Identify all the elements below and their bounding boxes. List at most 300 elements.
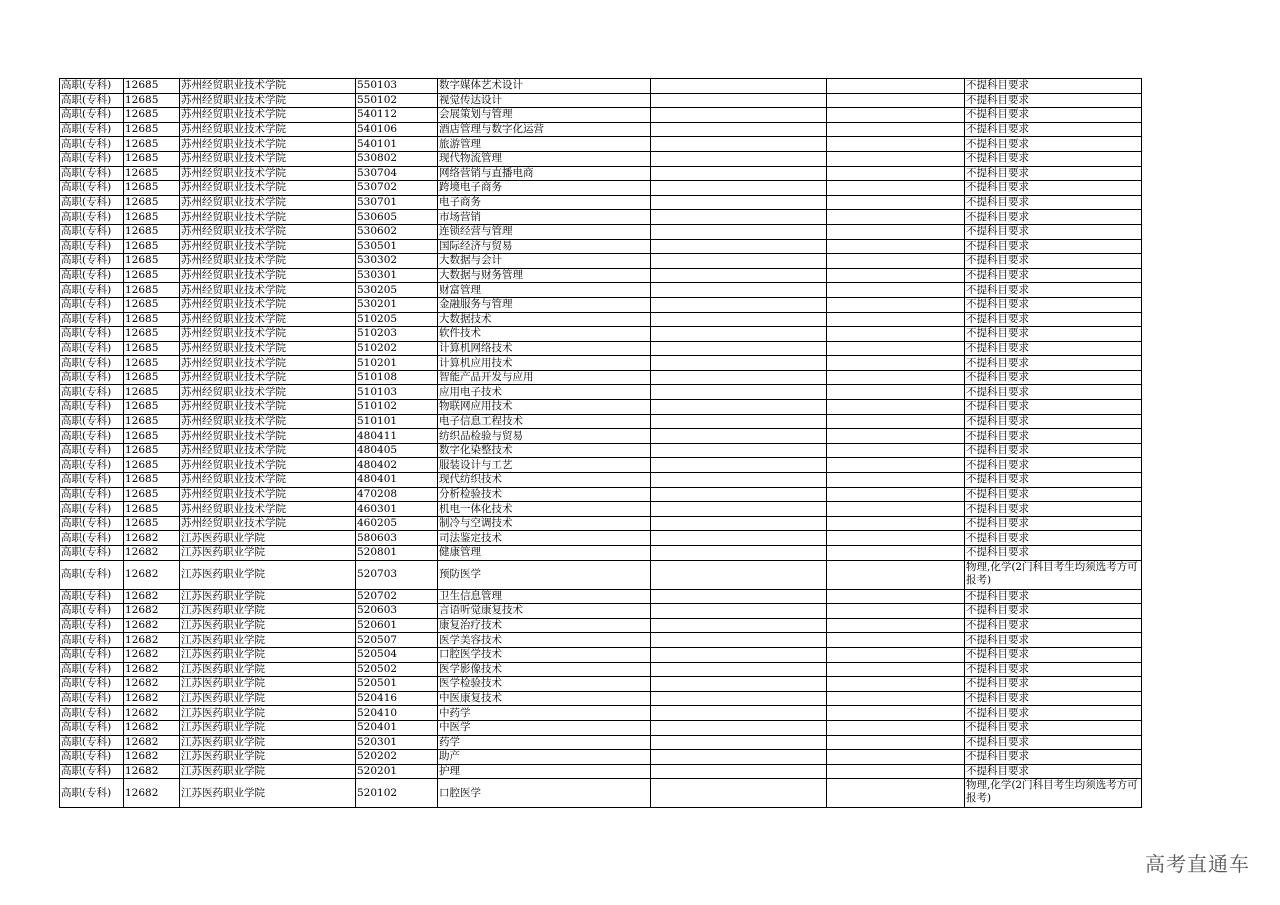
cell-blank-1 — [651, 239, 827, 254]
cell-major-name: 市场营销 — [438, 210, 651, 225]
cell-subject-requirement: 不提科目要求 — [965, 283, 1142, 298]
table-row — [60, 677, 1142, 692]
cell-major-name: 连锁经营与管理 — [438, 224, 651, 239]
table-row — [60, 604, 1142, 619]
cell-blank-1 — [651, 254, 827, 269]
admission-requirements-table — [59, 78, 1142, 808]
cell-major-code: 510202 — [356, 341, 438, 356]
cell-subject-requirement: 不提科目要求 — [965, 633, 1142, 648]
cell-level: 高职(专科) — [60, 604, 124, 619]
cell-subject-requirement: 不提科目要求 — [965, 750, 1142, 765]
table-row — [60, 662, 1142, 677]
table-row — [60, 385, 1142, 400]
cell-subject-requirement: 不提科目要求 — [965, 239, 1142, 254]
table-row — [60, 181, 1142, 196]
cell-blank-2 — [827, 239, 965, 254]
cell-major-name: 电子商务 — [438, 195, 651, 210]
cell-blank-2 — [827, 137, 965, 152]
cell-school-name: 江苏医药职业学院 — [180, 633, 356, 648]
cell-school-name: 苏州经贸职业技术学院 — [180, 400, 356, 415]
cell-school-code: 12685 — [124, 254, 180, 269]
cell-school-name: 苏州经贸职业技术学院 — [180, 254, 356, 269]
cell-major-code: 520410 — [356, 706, 438, 721]
table-row — [60, 647, 1142, 662]
cell-level: 高职(专科) — [60, 195, 124, 210]
cell-school-code: 12685 — [124, 356, 180, 371]
cell-major-name: 视觉传达设计 — [438, 93, 651, 108]
cell-school-name: 苏州经贸职业技术学院 — [180, 414, 356, 429]
table-row — [60, 370, 1142, 385]
cell-major-code: 520601 — [356, 618, 438, 633]
table-row — [60, 400, 1142, 415]
cell-level: 高职(专科) — [60, 370, 124, 385]
cell-school-code: 12682 — [124, 677, 180, 692]
cell-school-code: 12685 — [124, 341, 180, 356]
cell-blank-1 — [651, 137, 827, 152]
cell-subject-requirement: 不提科目要求 — [965, 458, 1142, 473]
cell-major-code: 510205 — [356, 312, 438, 327]
cell-major-code: 530702 — [356, 181, 438, 196]
cell-major-name: 中医学 — [438, 720, 651, 735]
cell-school-name: 江苏医药职业学院 — [180, 691, 356, 706]
cell-school-code: 12682 — [124, 662, 180, 677]
cell-level: 高职(专科) — [60, 137, 124, 152]
table-row — [60, 122, 1142, 137]
cell-subject-requirement: 不提科目要求 — [965, 385, 1142, 400]
cell-school-code: 12685 — [124, 166, 180, 181]
cell-subject-requirement: 不提科目要求 — [965, 662, 1142, 677]
table-row — [60, 327, 1142, 342]
cell-level: 高职(专科) — [60, 662, 124, 677]
cell-school-name: 苏州经贸职业技术学院 — [180, 137, 356, 152]
cell-subject-requirement: 物理,化学(2门科目考生均须选考方可报考) — [965, 779, 1142, 808]
cell-major-name: 跨境电子商务 — [438, 181, 651, 196]
cell-subject-requirement: 不提科目要求 — [965, 502, 1142, 517]
cell-blank-2 — [827, 662, 965, 677]
cell-school-name: 江苏医药职业学院 — [180, 531, 356, 546]
cell-subject-requirement: 不提科目要求 — [965, 166, 1142, 181]
cell-subject-requirement: 不提科目要求 — [965, 618, 1142, 633]
cell-school-code: 12685 — [124, 268, 180, 283]
cell-school-code: 12682 — [124, 779, 180, 808]
cell-school-code: 12685 — [124, 414, 180, 429]
cell-blank-1 — [651, 224, 827, 239]
cell-blank-2 — [827, 195, 965, 210]
cell-major-name: 纺织品检验与贸易 — [438, 429, 651, 444]
cell-school-code: 12685 — [124, 151, 180, 166]
cell-school-name: 江苏医药职业学院 — [180, 618, 356, 633]
cell-blank-2 — [827, 166, 965, 181]
cell-major-code: 510101 — [356, 414, 438, 429]
cell-major-name: 大数据与会计 — [438, 254, 651, 269]
cell-blank-1 — [651, 662, 827, 677]
table-row — [60, 458, 1142, 473]
cell-school-name: 苏州经贸职业技术学院 — [180, 429, 356, 444]
cell-school-code: 12682 — [124, 706, 180, 721]
table-row — [60, 589, 1142, 604]
cell-blank-1 — [651, 516, 827, 531]
cell-level: 高职(专科) — [60, 750, 124, 765]
cell-blank-2 — [827, 283, 965, 298]
cell-major-name: 计算机网络技术 — [438, 341, 651, 356]
cell-school-code: 12685 — [124, 210, 180, 225]
cell-major-name: 软件技术 — [438, 327, 651, 342]
cell-school-code: 12682 — [124, 735, 180, 750]
cell-school-code: 12682 — [124, 647, 180, 662]
cell-major-name: 药学 — [438, 735, 651, 750]
table-row — [60, 166, 1142, 181]
cell-level: 高职(专科) — [60, 93, 124, 108]
cell-level: 高职(专科) — [60, 487, 124, 502]
cell-major-code: 520703 — [356, 560, 438, 589]
cell-blank-2 — [827, 341, 965, 356]
cell-subject-requirement: 不提科目要求 — [965, 151, 1142, 166]
cell-major-name: 口腔医学 — [438, 779, 651, 808]
cell-blank-1 — [651, 677, 827, 692]
cell-blank-2 — [827, 720, 965, 735]
cell-subject-requirement: 不提科目要求 — [965, 764, 1142, 779]
cell-subject-requirement: 不提科目要求 — [965, 516, 1142, 531]
cell-blank-1 — [651, 750, 827, 765]
cell-school-code: 12682 — [124, 691, 180, 706]
cell-major-code: 510203 — [356, 327, 438, 342]
cell-major-code: 520301 — [356, 735, 438, 750]
cell-blank-1 — [651, 400, 827, 415]
cell-school-code: 12685 — [124, 370, 180, 385]
cell-blank-1 — [651, 181, 827, 196]
cell-school-code: 12682 — [124, 720, 180, 735]
cell-major-name: 酒店管理与数字化运营 — [438, 122, 651, 137]
cell-blank-2 — [827, 327, 965, 342]
cell-major-name: 健康管理 — [438, 546, 651, 561]
cell-blank-2 — [827, 706, 965, 721]
cell-major-name: 助产 — [438, 750, 651, 765]
cell-level: 高职(专科) — [60, 677, 124, 692]
cell-level: 高职(专科) — [60, 560, 124, 589]
table-row — [60, 516, 1142, 531]
cell-blank-2 — [827, 677, 965, 692]
cell-level: 高职(专科) — [60, 618, 124, 633]
cell-subject-requirement: 不提科目要求 — [965, 647, 1142, 662]
cell-blank-2 — [827, 297, 965, 312]
cell-school-name: 苏州经贸职业技术学院 — [180, 210, 356, 225]
cell-school-name: 苏州经贸职业技术学院 — [180, 516, 356, 531]
cell-blank-1 — [651, 327, 827, 342]
cell-major-code: 530701 — [356, 195, 438, 210]
cell-subject-requirement: 不提科目要求 — [965, 108, 1142, 123]
cell-major-name: 预防医学 — [438, 560, 651, 589]
cell-school-code: 12685 — [124, 181, 180, 196]
cell-school-name: 江苏医药职业学院 — [180, 779, 356, 808]
cell-major-code: 480401 — [356, 473, 438, 488]
cell-subject-requirement: 不提科目要求 — [965, 531, 1142, 546]
cell-blank-2 — [827, 647, 965, 662]
cell-major-code: 530602 — [356, 224, 438, 239]
cell-school-name: 苏州经贸职业技术学院 — [180, 341, 356, 356]
cell-subject-requirement: 不提科目要求 — [965, 312, 1142, 327]
table-row — [60, 341, 1142, 356]
cell-school-code: 12685 — [124, 108, 180, 123]
cell-level: 高职(专科) — [60, 122, 124, 137]
cell-subject-requirement: 不提科目要求 — [965, 254, 1142, 269]
table-row — [60, 356, 1142, 371]
cell-school-name: 苏州经贸职业技术学院 — [180, 487, 356, 502]
cell-school-name: 苏州经贸职业技术学院 — [180, 151, 356, 166]
cell-blank-1 — [651, 473, 827, 488]
cell-level: 高职(专科) — [60, 327, 124, 342]
cell-major-code: 540106 — [356, 122, 438, 137]
cell-major-code: 460205 — [356, 516, 438, 531]
cell-blank-2 — [827, 93, 965, 108]
cell-school-code: 12685 — [124, 122, 180, 137]
cell-subject-requirement: 不提科目要求 — [965, 706, 1142, 721]
table-row — [60, 283, 1142, 298]
cell-school-name: 江苏医药职业学院 — [180, 677, 356, 692]
cell-blank-2 — [827, 487, 965, 502]
cell-subject-requirement: 不提科目要求 — [965, 487, 1142, 502]
cell-major-code: 540101 — [356, 137, 438, 152]
table-row — [60, 735, 1142, 750]
cell-school-name: 苏州经贸职业技术学院 — [180, 312, 356, 327]
cell-blank-1 — [651, 429, 827, 444]
cell-level: 高职(专科) — [60, 589, 124, 604]
cell-major-name: 医学影像技术 — [438, 662, 651, 677]
cell-school-code: 12682 — [124, 764, 180, 779]
cell-school-name: 江苏医药职业学院 — [180, 560, 356, 589]
cell-blank-1 — [651, 720, 827, 735]
cell-blank-1 — [651, 268, 827, 283]
cell-level: 高职(专科) — [60, 210, 124, 225]
table-row — [60, 691, 1142, 706]
cell-subject-requirement: 不提科目要求 — [965, 79, 1142, 94]
cell-level: 高职(专科) — [60, 764, 124, 779]
cell-school-code: 12685 — [124, 502, 180, 517]
cell-subject-requirement: 不提科目要求 — [965, 268, 1142, 283]
table-row — [60, 151, 1142, 166]
cell-level: 高职(专科) — [60, 633, 124, 648]
cell-major-name: 司法鉴定技术 — [438, 531, 651, 546]
cell-subject-requirement: 不提科目要求 — [965, 370, 1142, 385]
cell-level: 高职(专科) — [60, 779, 124, 808]
cell-school-name: 江苏医药职业学院 — [180, 720, 356, 735]
cell-school-code: 12682 — [124, 618, 180, 633]
cell-blank-1 — [651, 283, 827, 298]
cell-blank-2 — [827, 691, 965, 706]
cell-school-name: 苏州经贸职业技术学院 — [180, 166, 356, 181]
cell-major-code: 530605 — [356, 210, 438, 225]
cell-major-code: 530205 — [356, 283, 438, 298]
cell-school-name: 苏州经贸职业技术学院 — [180, 181, 356, 196]
cell-school-code: 12685 — [124, 487, 180, 502]
cell-school-code: 12685 — [124, 458, 180, 473]
table-row — [60, 108, 1142, 123]
cell-blank-1 — [651, 458, 827, 473]
cell-school-code: 12682 — [124, 750, 180, 765]
cell-blank-1 — [651, 151, 827, 166]
cell-subject-requirement: 不提科目要求 — [965, 327, 1142, 342]
cell-subject-requirement: 不提科目要求 — [965, 473, 1142, 488]
cell-major-name: 物联网应用技术 — [438, 400, 651, 415]
cell-major-name: 分析检验技术 — [438, 487, 651, 502]
cell-level: 高职(专科) — [60, 151, 124, 166]
cell-blank-1 — [651, 604, 827, 619]
cell-level: 高职(专科) — [60, 443, 124, 458]
table-row — [60, 720, 1142, 735]
cell-major-code: 550102 — [356, 93, 438, 108]
cell-major-code: 520801 — [356, 546, 438, 561]
cell-major-name: 机电一体化技术 — [438, 502, 651, 517]
cell-school-code: 12682 — [124, 531, 180, 546]
cell-subject-requirement: 不提科目要求 — [965, 356, 1142, 371]
cell-school-name: 江苏医药职业学院 — [180, 764, 356, 779]
cell-major-name: 现代纺织技术 — [438, 473, 651, 488]
cell-major-code: 520102 — [356, 779, 438, 808]
cell-major-name: 护理 — [438, 764, 651, 779]
cell-level: 高职(专科) — [60, 181, 124, 196]
cell-school-name: 苏州经贸职业技术学院 — [180, 224, 356, 239]
cell-blank-2 — [827, 618, 965, 633]
cell-level: 高职(专科) — [60, 414, 124, 429]
cell-major-name: 电子信息工程技术 — [438, 414, 651, 429]
cell-blank-2 — [827, 516, 965, 531]
cell-blank-1 — [651, 356, 827, 371]
cell-blank-1 — [651, 122, 827, 137]
table-row — [60, 502, 1142, 517]
table-row — [60, 443, 1142, 458]
cell-subject-requirement: 不提科目要求 — [965, 122, 1142, 137]
cell-major-code: 460301 — [356, 502, 438, 517]
cell-subject-requirement: 不提科目要求 — [965, 589, 1142, 604]
cell-major-name: 言语听觉康复技术 — [438, 604, 651, 619]
cell-blank-1 — [651, 443, 827, 458]
cell-subject-requirement: 不提科目要求 — [965, 414, 1142, 429]
cell-school-name: 江苏医药职业学院 — [180, 546, 356, 561]
cell-school-code: 12685 — [124, 443, 180, 458]
cell-level: 高职(专科) — [60, 341, 124, 356]
cell-level: 高职(专科) — [60, 268, 124, 283]
cell-blank-1 — [651, 589, 827, 604]
cell-blank-1 — [651, 370, 827, 385]
cell-level: 高职(专科) — [60, 108, 124, 123]
cell-blank-2 — [827, 414, 965, 429]
table-row — [60, 312, 1142, 327]
cell-school-name: 苏州经贸职业技术学院 — [180, 195, 356, 210]
cell-blank-2 — [827, 385, 965, 400]
cell-school-code: 12682 — [124, 604, 180, 619]
cell-school-name: 苏州经贸职业技术学院 — [180, 93, 356, 108]
cell-blank-1 — [651, 633, 827, 648]
cell-blank-2 — [827, 560, 965, 589]
cell-blank-1 — [651, 531, 827, 546]
cell-blank-1 — [651, 779, 827, 808]
cell-major-name: 计算机应用技术 — [438, 356, 651, 371]
cell-level: 高职(专科) — [60, 473, 124, 488]
cell-major-code: 520702 — [356, 589, 438, 604]
cell-blank-1 — [651, 691, 827, 706]
cell-school-name: 苏州经贸职业技术学院 — [180, 268, 356, 283]
cell-subject-requirement: 不提科目要求 — [965, 604, 1142, 619]
cell-major-code: 520501 — [356, 677, 438, 692]
cell-blank-2 — [827, 268, 965, 283]
cell-level: 高职(专科) — [60, 356, 124, 371]
table-row — [60, 239, 1142, 254]
cell-major-name: 会展策划与管理 — [438, 108, 651, 123]
cell-level: 高职(专科) — [60, 735, 124, 750]
cell-blank-2 — [827, 312, 965, 327]
cell-school-code: 12682 — [124, 560, 180, 589]
cell-major-code: 580603 — [356, 531, 438, 546]
cell-major-code: 510102 — [356, 400, 438, 415]
cell-major-code: 550103 — [356, 79, 438, 94]
cell-school-code: 12685 — [124, 327, 180, 342]
cell-major-name: 智能产品开发与应用 — [438, 370, 651, 385]
cell-blank-1 — [651, 210, 827, 225]
cell-major-code: 530501 — [356, 239, 438, 254]
cell-school-code: 12685 — [124, 195, 180, 210]
cell-blank-2 — [827, 604, 965, 619]
cell-blank-2 — [827, 443, 965, 458]
cell-blank-2 — [827, 108, 965, 123]
cell-blank-2 — [827, 589, 965, 604]
table-row — [60, 79, 1142, 94]
cell-major-code: 530302 — [356, 254, 438, 269]
cell-major-name: 大数据技术 — [438, 312, 651, 327]
table-body — [60, 79, 1142, 808]
cell-major-code: 540112 — [356, 108, 438, 123]
table-row — [60, 487, 1142, 502]
cell-level: 高职(专科) — [60, 297, 124, 312]
cell-level: 高职(专科) — [60, 647, 124, 662]
cell-blank-1 — [651, 297, 827, 312]
table-row — [60, 254, 1142, 269]
cell-level: 高职(专科) — [60, 458, 124, 473]
cell-subject-requirement: 不提科目要求 — [965, 224, 1142, 239]
cell-level: 高职(专科) — [60, 312, 124, 327]
cell-major-code: 520603 — [356, 604, 438, 619]
table-row — [60, 560, 1142, 589]
cell-level: 高职(专科) — [60, 531, 124, 546]
cell-school-code: 12682 — [124, 546, 180, 561]
cell-level: 高职(专科) — [60, 546, 124, 561]
cell-school-code: 12685 — [124, 297, 180, 312]
cell-school-code: 12685 — [124, 429, 180, 444]
cell-school-code: 12685 — [124, 473, 180, 488]
cell-school-name: 苏州经贸职业技术学院 — [180, 356, 356, 371]
cell-major-name: 中医康复技术 — [438, 691, 651, 706]
cell-subject-requirement: 物理,化学(2门科目考生均须选考方可报考) — [965, 560, 1142, 589]
cell-subject-requirement: 不提科目要求 — [965, 677, 1142, 692]
cell-level: 高职(专科) — [60, 502, 124, 517]
cell-major-code: 510103 — [356, 385, 438, 400]
cell-subject-requirement: 不提科目要求 — [965, 443, 1142, 458]
cell-blank-2 — [827, 735, 965, 750]
cell-major-name: 口腔医学技术 — [438, 647, 651, 662]
cell-blank-2 — [827, 370, 965, 385]
table-row — [60, 297, 1142, 312]
cell-major-code: 480402 — [356, 458, 438, 473]
cell-blank-2 — [827, 531, 965, 546]
cell-blank-2 — [827, 473, 965, 488]
table-row — [60, 137, 1142, 152]
cell-blank-2 — [827, 254, 965, 269]
cell-blank-2 — [827, 764, 965, 779]
cell-major-name: 现代物流管理 — [438, 151, 651, 166]
cell-level: 高职(专科) — [60, 720, 124, 735]
cell-blank-2 — [827, 122, 965, 137]
cell-school-code: 12685 — [124, 224, 180, 239]
cell-level: 高职(专科) — [60, 224, 124, 239]
cell-blank-1 — [651, 502, 827, 517]
